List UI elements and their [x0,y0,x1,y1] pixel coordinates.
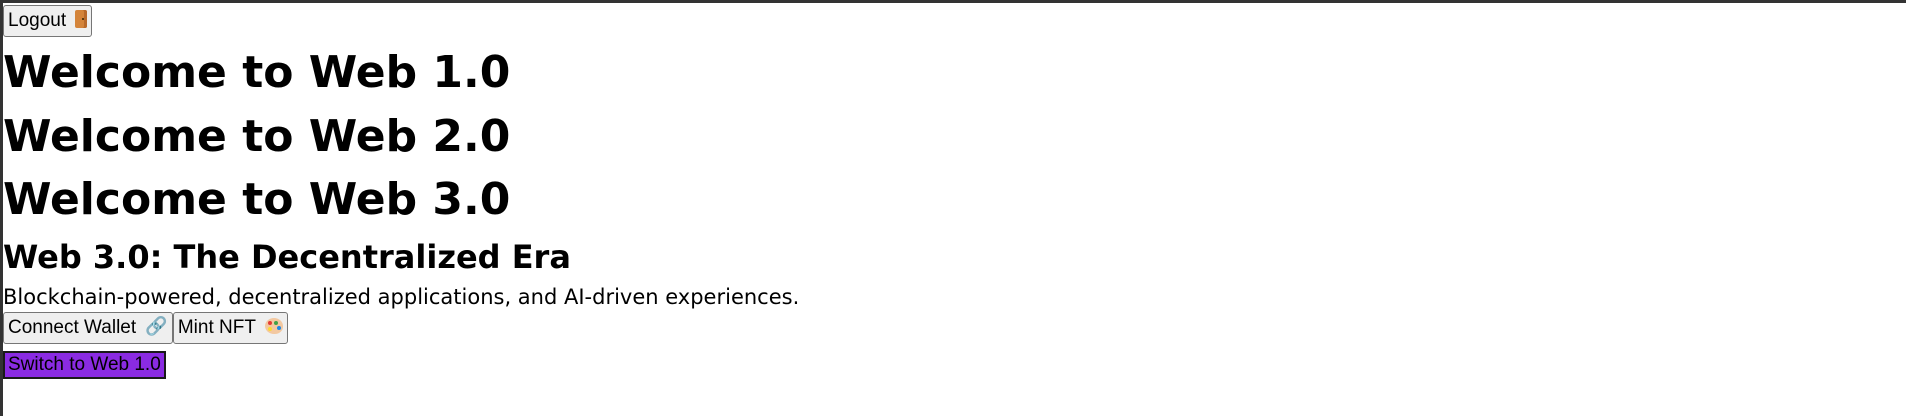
heading-web1: Welcome to Web 1.0 [3,47,511,98]
mint-nft-label: Mint NFT [177,317,256,338]
door-icon [75,10,87,28]
section-title: Web 3.0: The Decentralized Era [3,238,571,276]
connect-wallet-button[interactable] [3,312,173,344]
logout-button[interactable] [3,5,92,37]
heading-web3: Welcome to Web 3.0 [3,174,511,225]
heading-web2: Welcome to Web 2.0 [3,111,511,162]
mint-nft-button[interactable] [173,312,288,344]
palette-icon [265,318,283,334]
action-row [3,312,288,344]
link-icon: 🔗 [145,316,168,336]
section-description: Blockchain-powered, decentralized applications, and AI-driven experiences. [3,285,800,309]
connect-wallet-label: Connect Wallet [8,317,137,339]
logout-label: Logout [8,10,67,31]
switch-web-version-button[interactable]: Switch to Web 1.0 [3,351,166,379]
